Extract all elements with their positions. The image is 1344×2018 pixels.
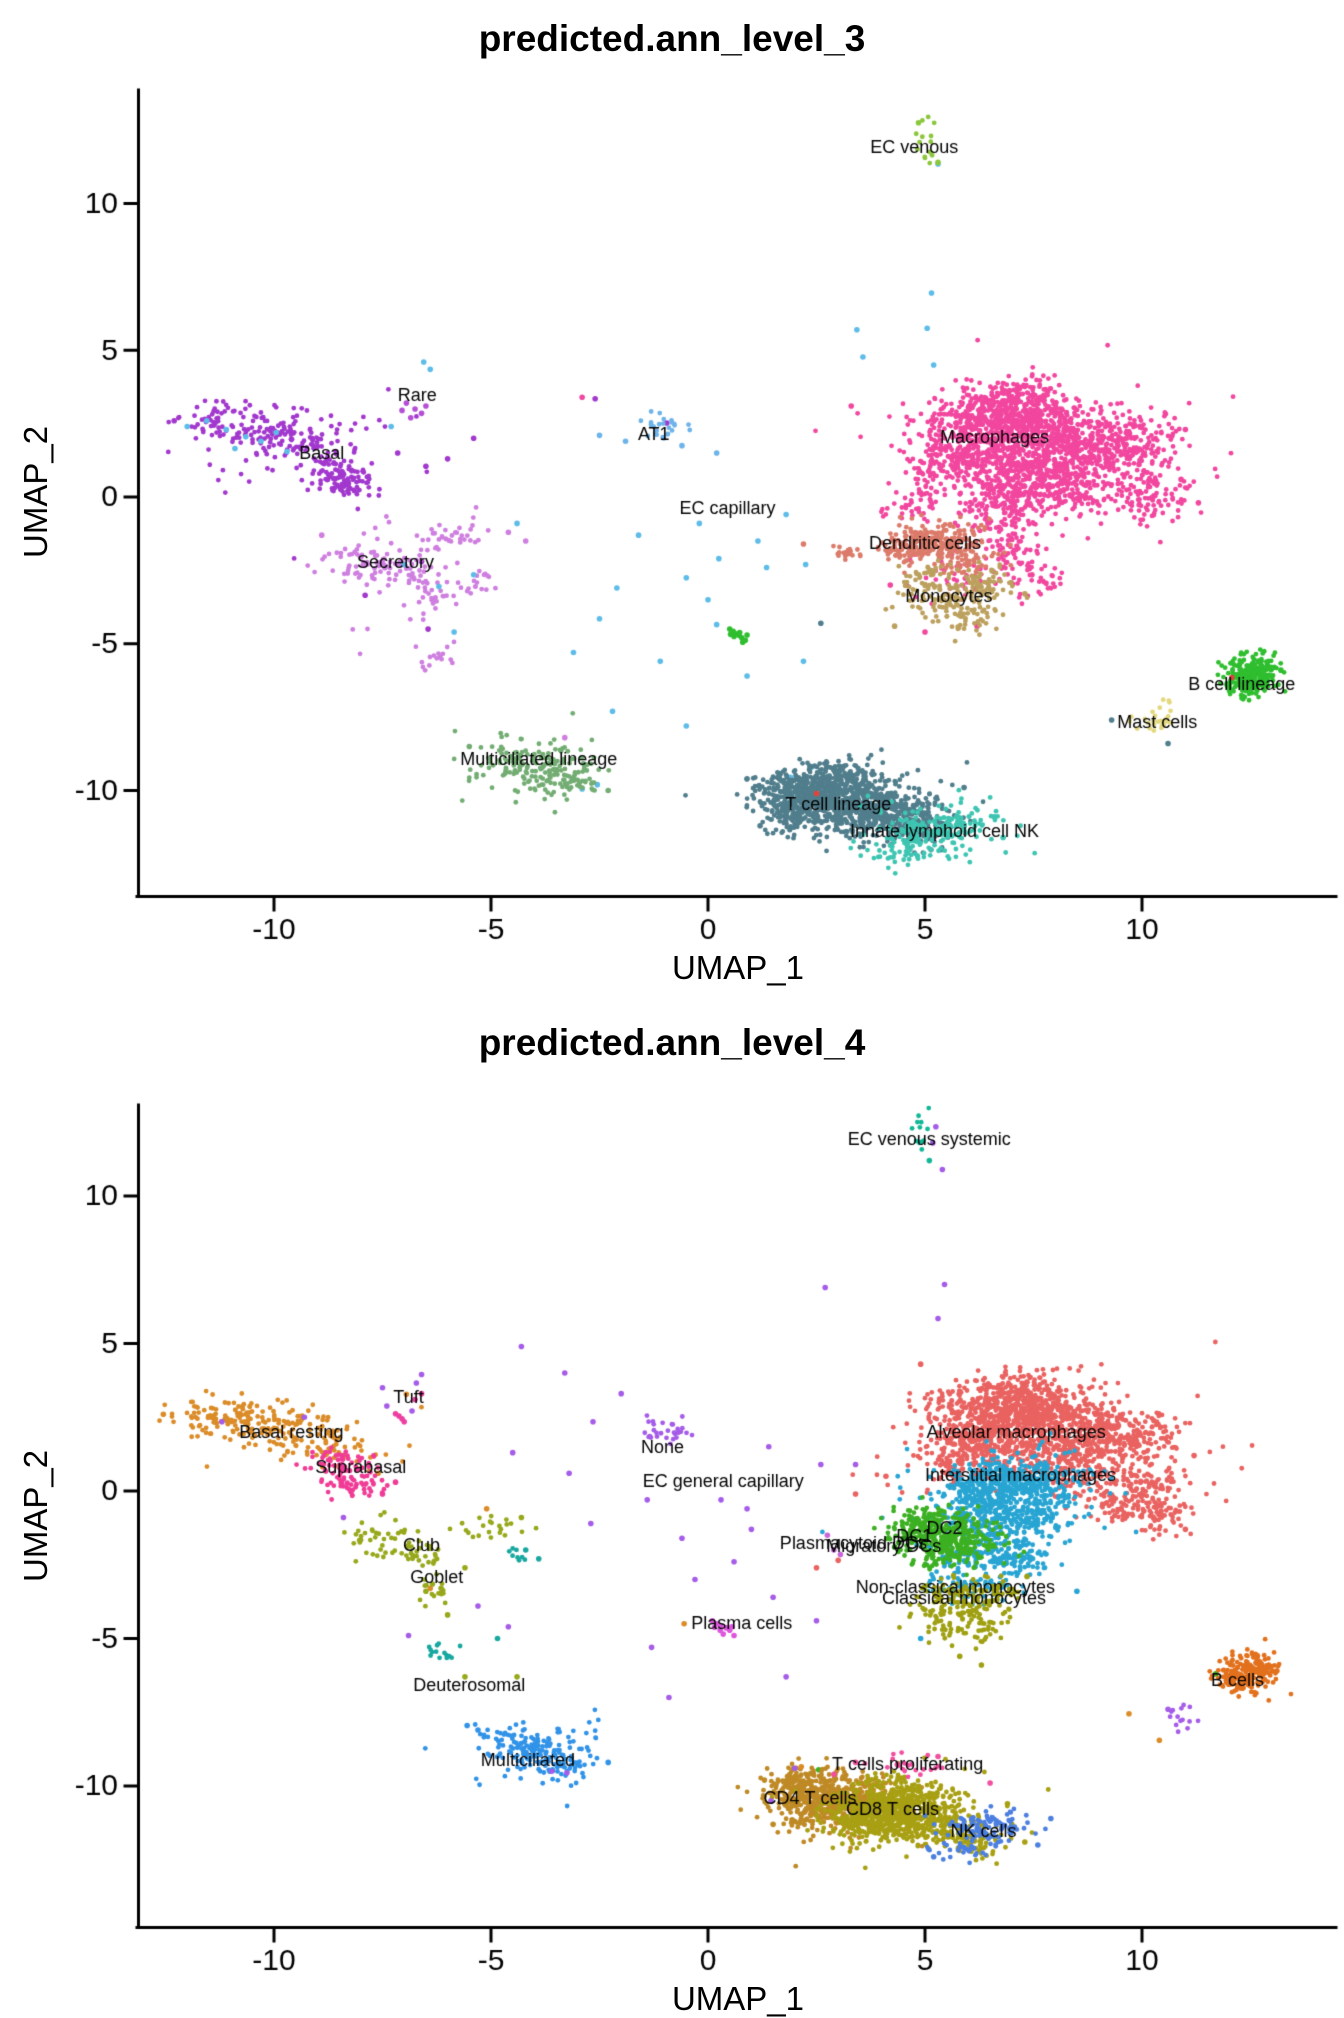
y-axis-label-level3: UMAP_2 [17, 425, 54, 559]
x-axis-label-level4: UMAP_1 [671, 1980, 805, 2017]
umap-scatter-level4 [0, 1008, 1344, 2016]
y-axis-label-level4: UMAP_2 [17, 1449, 54, 1583]
umap-scatter-level3 [0, 0, 1344, 1008]
x-axis-label-level3: UMAP_1 [671, 949, 805, 986]
